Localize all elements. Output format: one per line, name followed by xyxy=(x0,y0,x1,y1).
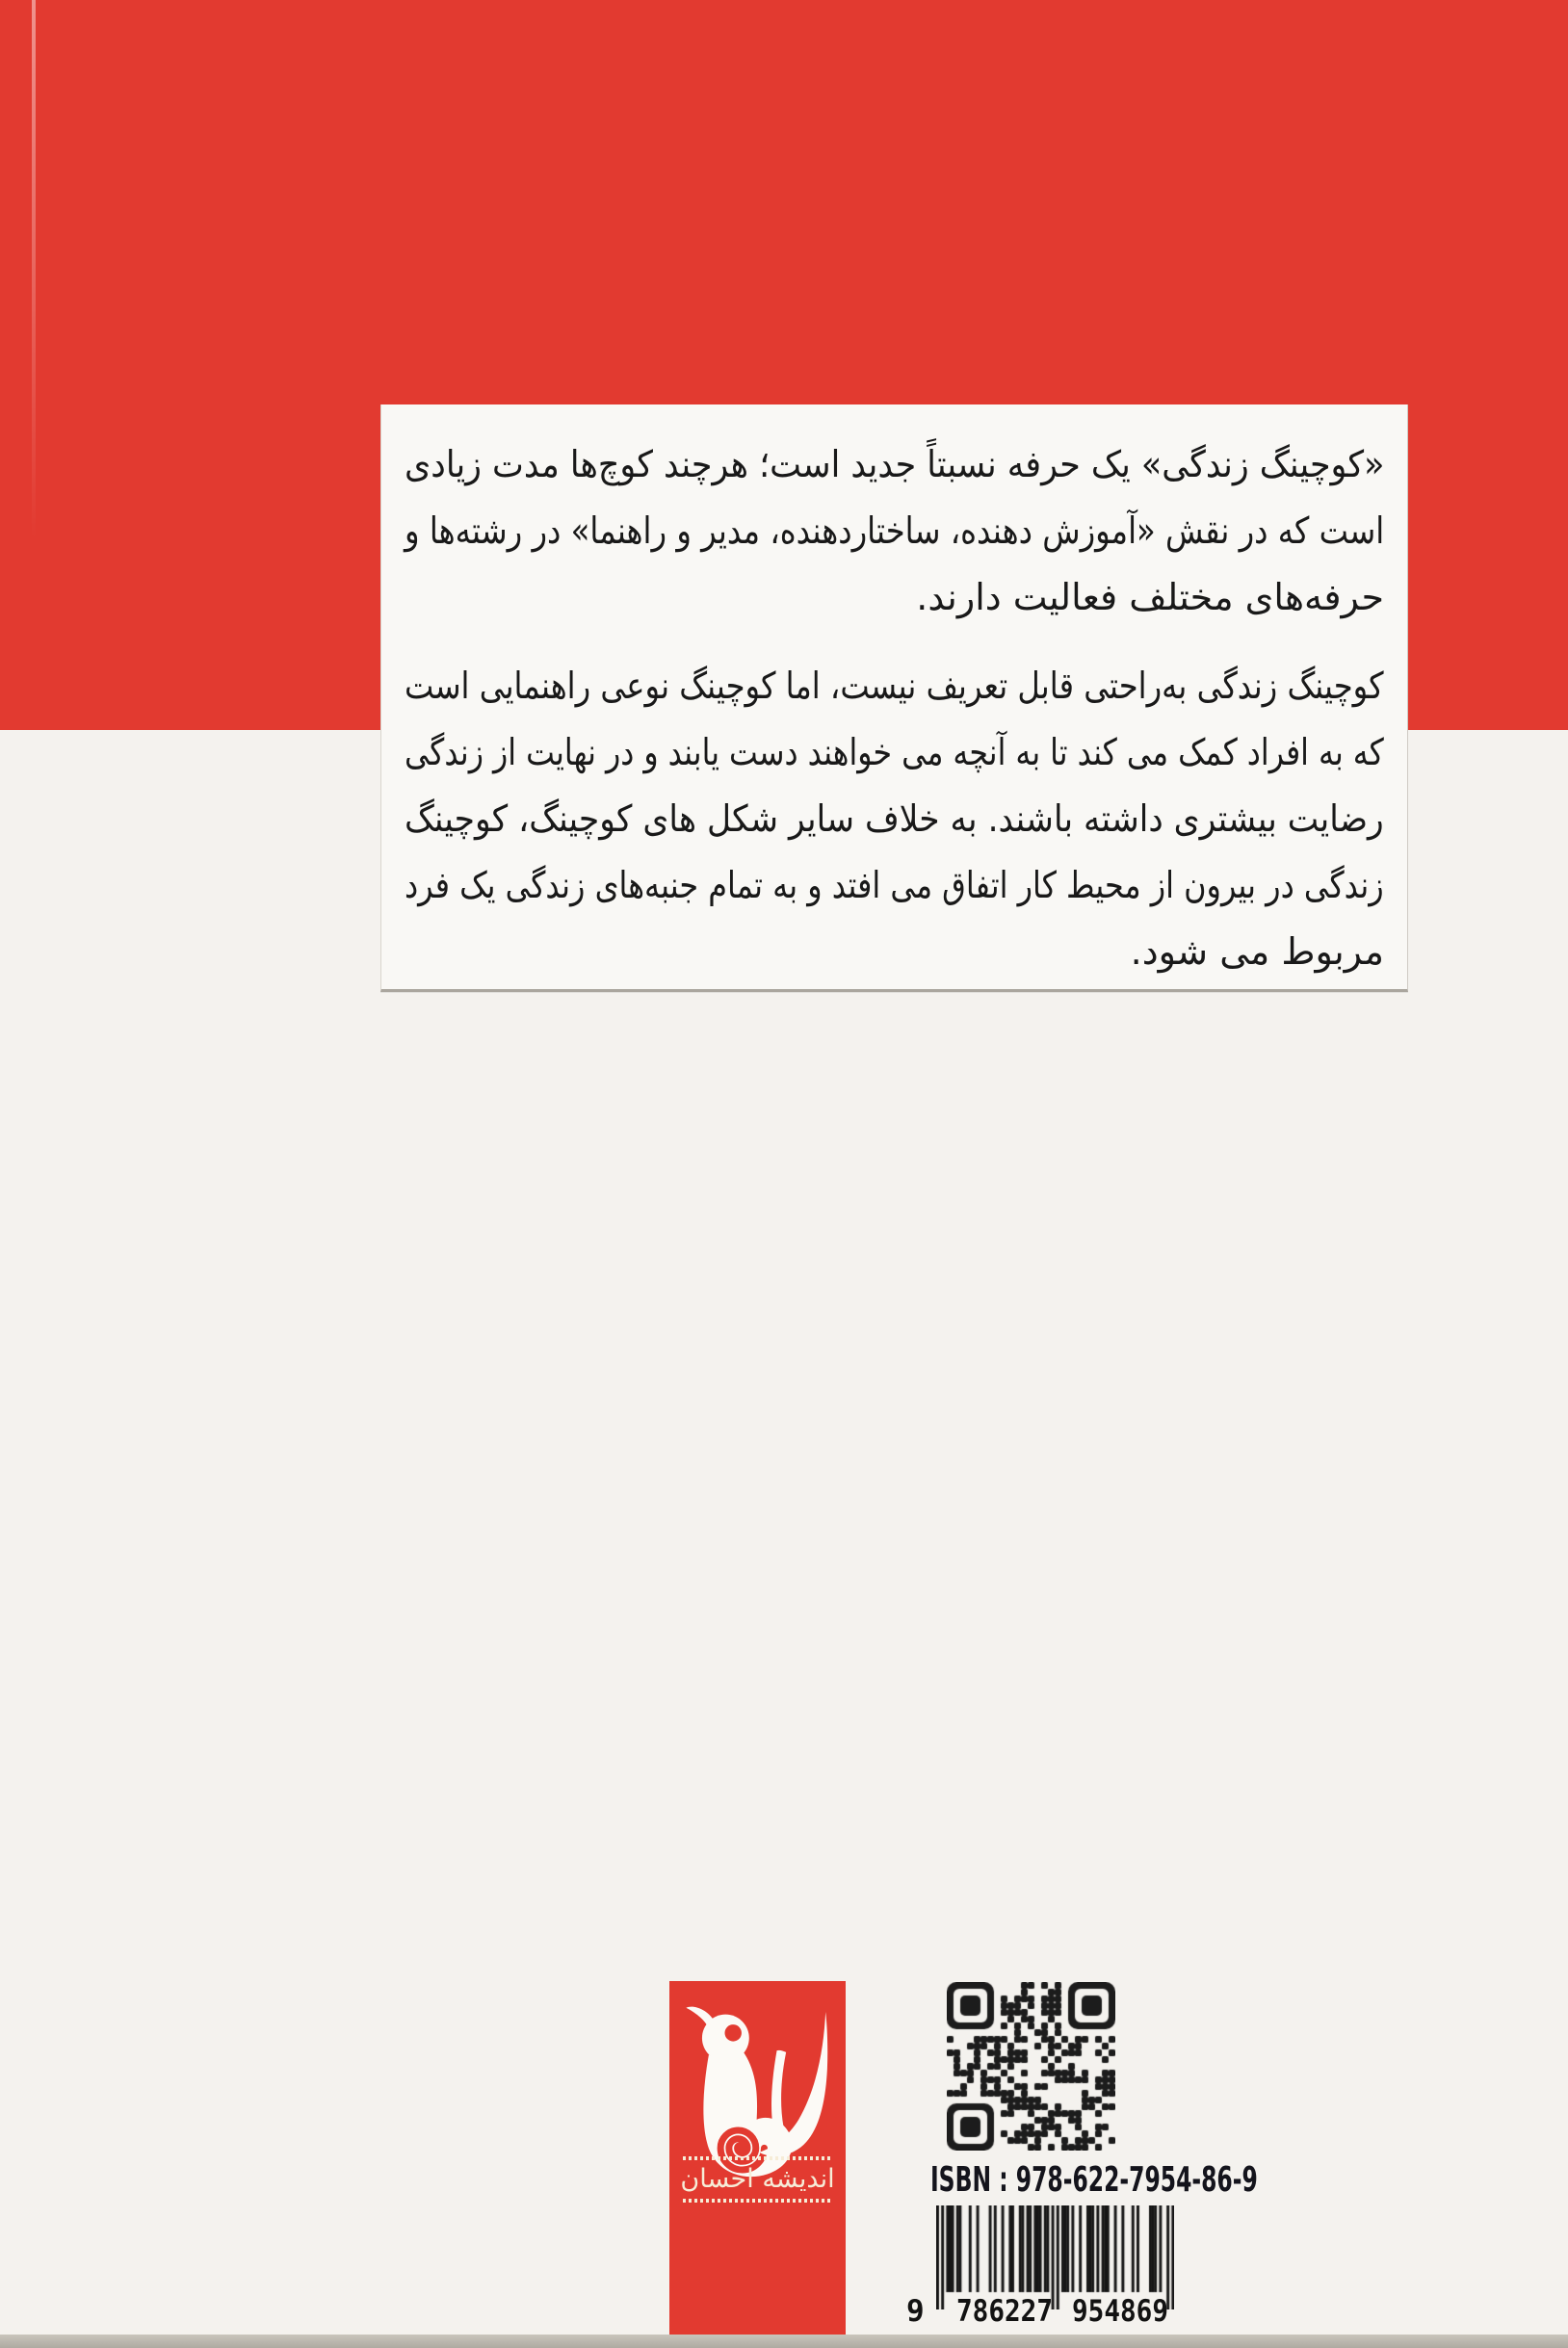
blurb-line: کوچینگ زندگی به‌راحتی قابل تعریف نیست، اما کوچینگ نوعی راهنمایی است xyxy=(405,665,1384,707)
isbn-text: ISBN : 978-622-7954-86-9 xyxy=(929,2160,1258,2200)
barcode-digit-left: 9 xyxy=(906,2294,925,2329)
blurb-paragraph xyxy=(405,653,1384,985)
blurb-line: زندگی در بیرون از محیط کار اتفاق می افتد و به تمام جنبه‌های زندگی یک فرد xyxy=(405,864,1384,906)
publisher-name: اندیشه احسان xyxy=(680,2164,835,2194)
blurb-line: «کوچینگ زندگی» یک حرفه نسبتاً جدید است؛ هرچند کوچ‌ها مدت زیادی xyxy=(404,443,1384,485)
blurb-box xyxy=(380,404,1408,992)
bottom-scan-edge xyxy=(0,2335,1568,2348)
barcode xyxy=(906,2205,1215,2340)
dotted-separator xyxy=(683,2199,832,2203)
blurb-line: که به افراد کمک می کند تا به آنچه می خواهند دست یابند و در نهایت از زندگی xyxy=(405,731,1384,773)
blurb-line: است که در نقش «آموزش دهنده، ساختاردهنده، مدیر و راهنما» در رشته‌ها و xyxy=(404,509,1384,552)
blurb-line: حرفه‌های مختلف فعالیت دارند. xyxy=(916,576,1384,618)
publisher-name-banner xyxy=(669,2156,846,2203)
publisher-logo xyxy=(669,1981,846,2338)
blurb-paragraph xyxy=(405,431,1384,631)
barcode-digits-group1: 786227 xyxy=(955,2294,1053,2329)
blurb-line: رضایت بیشتری داشته باشند. به خلاف سایر شکل های کوچینگ، کوچینگ xyxy=(405,797,1384,840)
barcode-digits-group2: 954869 xyxy=(1071,2294,1168,2329)
blurb-line: مربوط می شود. xyxy=(1130,930,1384,973)
blurb-text xyxy=(381,404,1407,985)
qr-code xyxy=(947,1982,1115,2151)
